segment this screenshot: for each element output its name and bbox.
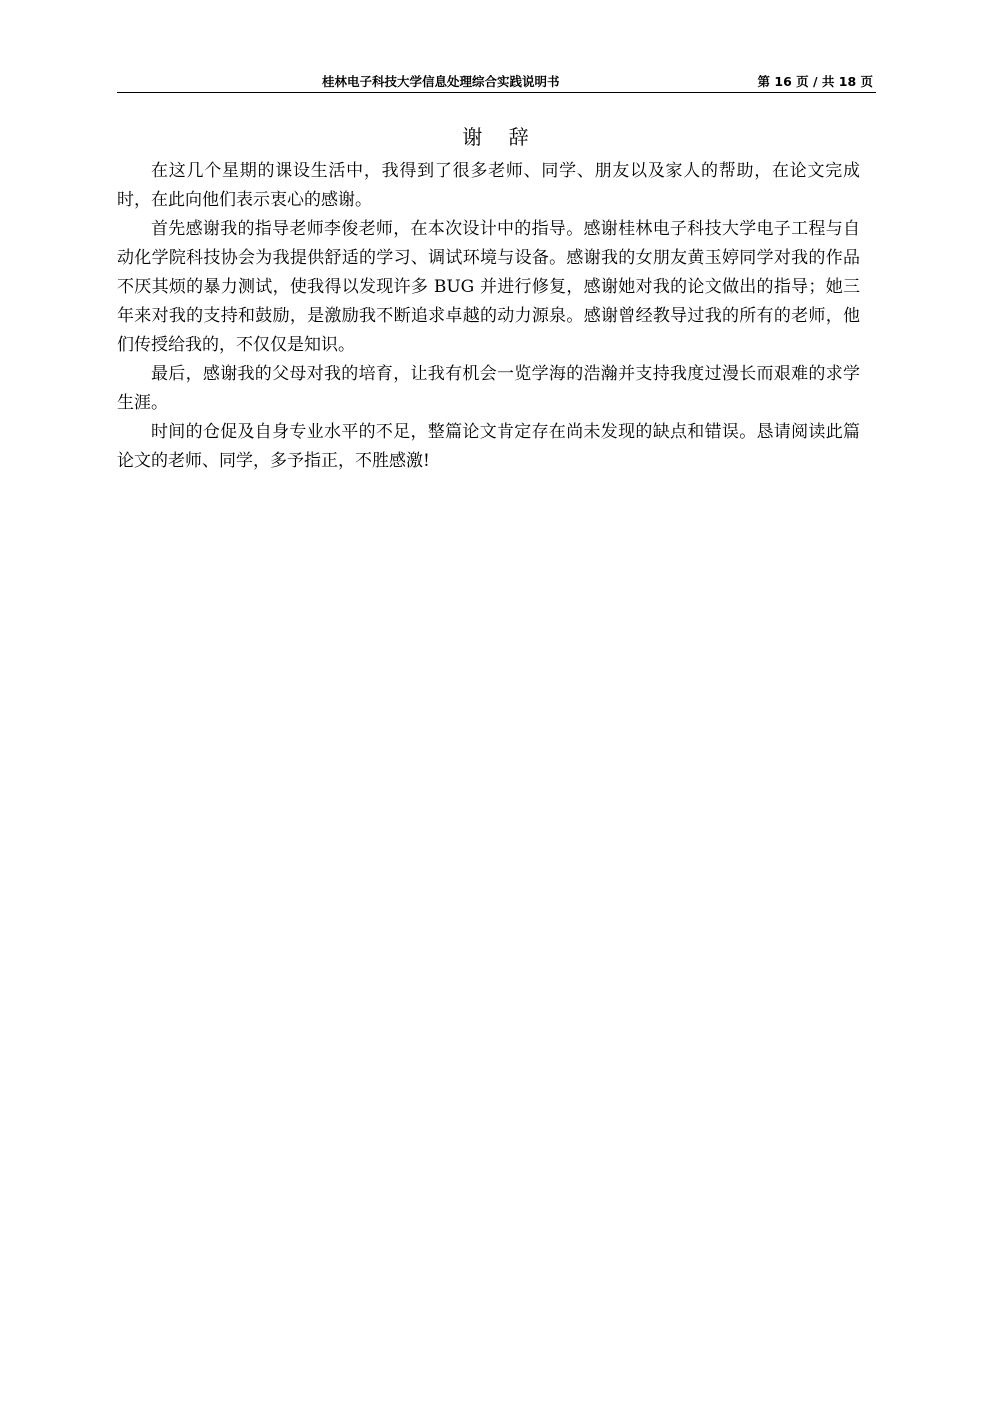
page-header [117, 70, 876, 93]
paragraph-4: 时间的仓促及自身专业水平的不足，整篇论文肯定存在尚未发现的缺点和错误。恳请阅读此篇论文的老师、同学，多予指正，不胜感激! [117, 422, 860, 471]
header-page-number: 第 16 页 / 共 18 页 [757, 74, 873, 89]
paragraph-3: 最后，感谢我的父母对我的培育，让我有机会一览学海的浩瀚并支持我度过漫长而艰难的求学生涯。 [117, 364, 860, 413]
paragraph-2: 首先感谢我的指导老师李俊老师，在本次设计中的指导。感谢桂林电子科技大学电子工程与自动化学院科技协会为我提供舒适的学习、调试环境与设备。感谢我的女朋友黄玉婷同学对我的作品不厌其烦的暴力测试，使我得以发现许多 BUG 并进行修复，感谢她对我的论文做出的指导；她三年来对我的支持和鼓励，是激励我不断追求卓越的动力源泉。感谢曾经教导过我的所有的老师，他们传授给我的，不仅仅是知识。 [117, 219, 860, 355]
acknowledgement-body [117, 157, 860, 476]
section-title: 谢 辞 [462, 125, 539, 149]
header-title: 桂林电子科技大学信息处理综合实践说明书 [322, 74, 560, 89]
paragraph-1: 在这几个星期的课设生活中，我得到了很多老师、同学、朋友以及家人的帮助，在论文完成时，在此向他们表示衷心的感谢。 [117, 161, 860, 210]
